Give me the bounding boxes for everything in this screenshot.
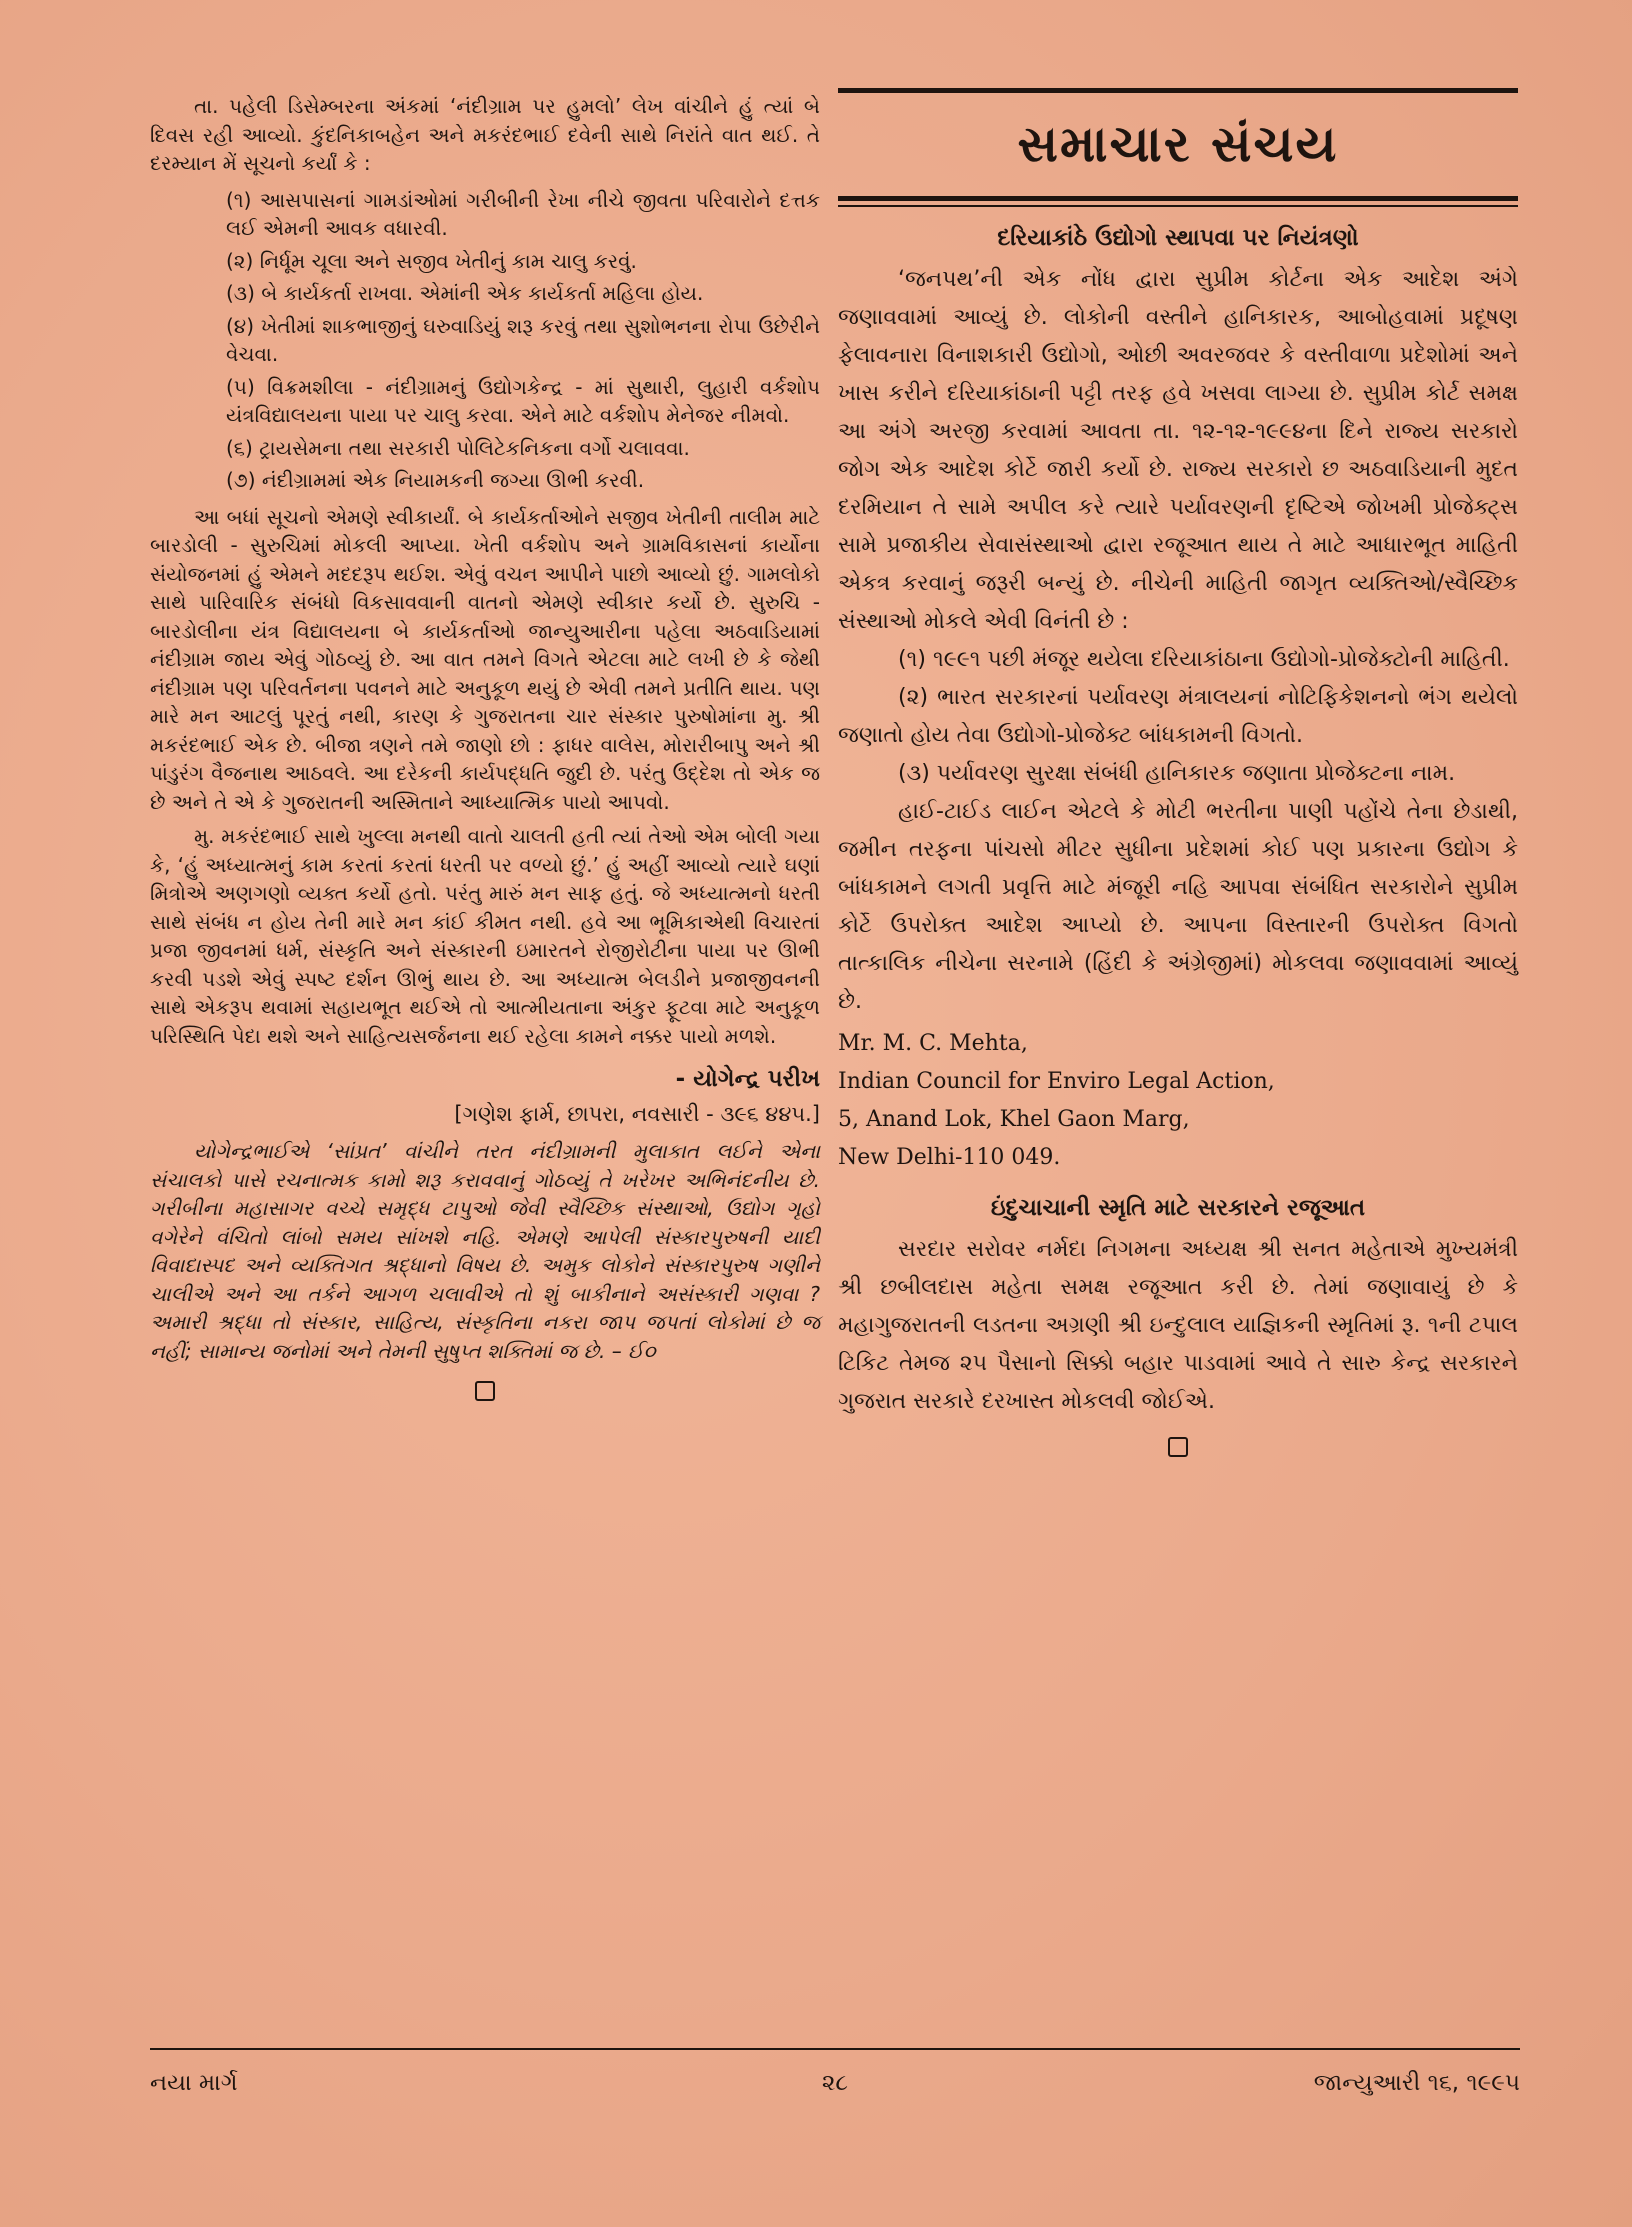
letter-paragraph: મુ. મકરંદભાઈ સાથે ખુલ્લા મનથી વાતો ચાલતી હતી ત્યાં તેઓ એમ બોલી ગયા કે, ‘હું અધ્યાત્મનું કામ કરતાં કરતાં ધરતી પર વળ્યો છું.’ હું અહીં આવ્યો ત્યારે ઘણાં મિત્રોએ અણગણો વ્યક્ત કર્યો હતો. પરંતુ મારું મન સાફ હતું. જે અધ્યાત્મનો ધરતી સાથે સંબંધ ન હોય તેની મારે મન કાંઈ કીમત નથી. હવે આ ભૂમિકાએથી વિચારતાં પ્રજા જીવનમાં ધર્મ, સંસ્કૃતિ અને સંસ્કારની ઇમારતને રોજીરોટીના પાયા પર ઊભી કરવી પડશે એવું સ્પષ્ટ દર્શન ઊભું થાય છે. આ અધ્યાત્મ બેલડીને પ્રજાજીવનની સાથે એકરૂપ થવામાં સહાયભૂત થઈએ તો આત્મીયતાના અંકુર ફૂટવા માટે અનુકૂળ પરિસ્થિતિ પેદા થશે અને સાહિત્યસર્જનના થઈ રહેલા કામને નક્કર પાયો મળશે. [150, 824, 820, 1048]
end-mark-icon [1168, 1437, 1188, 1457]
issue-date: જાન્યુઆરી ૧૬, ૧૯૯૫ [1313, 2070, 1520, 2096]
footer-rule [150, 2048, 1520, 2050]
end-mark-icon [475, 1381, 495, 1401]
address-line: New Delhi-110 049. [838, 1145, 1061, 1170]
article-paragraph: હાઈ-ટાઈડ લાઈન એટલે કે મોટી ભરતીના પાણી પહોંચે તેના છેડાથી, જમીન તરફના પાંચસો મીટર સુધીના પ્રદેશમાં કોઈ પણ પ્રકારના ઉદ્યોગ કે બાંધકામને લગતી પ્રવૃત્તિ માટે મંજૂરી નહિ આપવા સંબંધિત સરકારોને સુપ્રીમ કોર્ટે ઉપરોક્ત આદેશ આપ્યો છે. આપના વિસ્તારની ઉપરોક્ત વિગતો તાત્કાલિક નીચેના સરનામે (હિંદી કે અંગ્રેજીમાં) મોકલવા જણાવવામાં આવ્યું છે. [838, 799, 1518, 1014]
article-list-item: (૩) પર્યાવરણ સુરક્ષા સંબંધી હાનિકારક જણાતા પ્રોજેક્ટના નામ. [898, 761, 1456, 786]
contact-address [838, 1025, 1518, 1177]
top-rule [838, 88, 1518, 93]
author-signature: - યોગેન્દ્ર પરીખ [675, 1066, 820, 1092]
suggestion-item: (૫) વિક્રમશીલા - નંદીગ્રામનું ઉદ્યોગકેન્દ્ર - માં સુથારી, લુહારી વર્કશોપ યંત્રવિદ્યાલયના પાયા પર ચાલુ કરવા. એને માટે વર્કશોપ મેનેજર નીમવો. [226, 374, 820, 427]
article-paragraph: ‘જનપથ’ની એક નોંધ દ્વારા સુપ્રીમ કોર્ટના એક આદેશ અંગે જણાવવામાં આવ્યું છે. લોકોની વસ્તીને હાનિકારક, આબોહવામાં પ્રદૂષણ ફેલાવનારા વિનાશકારી ઉદ્યોગો, ઓછી અવરજવર કે વસ્તીવાળા પ્રદેશોમાં અને ખાસ કરીને દરિયાકાંઠાની પટ્ટી તરફ હવે ખસવા લાગ્યા છે. સુપ્રીમ કોર્ટ સમક્ષ આ અંગે અરજી કરવામાં આવતા તા. ૧૨-૧૨-૧૯૯૪ના દિને રાજ્ય સરકારો જોગ એક આદેશ કોર્ટે જારી કર્યો છે. રાજ્ય સરકારો છ અઠવાડિયાની મુદત દરમિયાન તે સામે અપીલ કરે ત્યારે પર્યાવરણની દૃષ્ટિએ જોખમી પ્રોજેક્ટ્સ સામે પ્રજાકીય સેવાસંસ્થાઓ દ્વારા રજૂઆત થાય તે માટે આધારભૂત માહિતી એકત્ર કરવાનું જરૂરી બન્યું છે. નીચેની માહિતી જાગૃત વ્યક્તિઓ/સ્વૈચ્છિક સંસ્થાઓ મોકલે એવી વિનંતી છે : [838, 267, 1518, 634]
article-list-item: (૨) ભારત સરકારનાં પર્યાવરણ મંત્રાલયનાં નોટિફિકેશનનો ભંગ થયેલો જણાતો હોય તેવા ઉદ્યોગો-પ્રોજેક્ટ બાંધકામની વિગતો. [838, 685, 1518, 748]
letter-intro: તા. પહેલી ડિસેમ્બરના અંકમાં ‘નંદીગ્રામ પર હુમલો’ લેખ વાંચીને હું ત્યાં બે દિવસ રહી આવ્યો. કુંદનિકાબહેન અને મકરંદભાઈ દવેની સાથે નિરાંતે વાત થઈ. તે દરમ્યાન મેં સૂચનો કર્યાં કે : [150, 94, 820, 175]
suggestion-item: (૬) ટ્રાયસેમના તથા સરકારી પોલિટેકનિકના વર્ગો ચલાવવા. [226, 435, 690, 460]
address-line: Indian Council for Enviro Legal Action, [838, 1069, 1275, 1094]
suggestion-item: (૪) ખેતીમાં શાકભાજીનું ઘરુવાડિયું શરૂ કરવું તથા સુશોભનના રોપા ઉછેરીને વેચવા. [226, 313, 820, 366]
letter-column [150, 92, 820, 1401]
page-number: ૨૮ [821, 2070, 849, 2096]
suggestion-item: (૩) બે કાર્યકર્તા રાખવા. એમાંની એક કાર્યકર્તા મહિલા હોય. [226, 281, 704, 305]
title-rule-thin [838, 205, 1518, 207]
article-paragraph: સરદાર સરોવર નર્મદા નિગમના અધ્યક્ષ શ્રી સનત મહેતાએ મુખ્યમંત્રી શ્રી છબીલદાસ મહેતા સમક્ષ રજૂઆત કરી છે. તેમાં જણાવાયું છે કે મહાગુજરાતની લડતના અગ્રણી શ્રી ઇન્દુલાલ યાજ્ઞિકની સ્મૃતિમાં રૂ. ૧ની ટપાલ ટિકિટ તેમજ ૨૫ પૈસાનો સિક્કો બહાર પાડવામાં આવે તે સારુ કેન્દ્ર સરકારને ગુજરાત સરકારે દરખાસ્ત મોકલવી જોઈએ. [838, 1237, 1518, 1414]
letter-paragraph: આ બધાં સૂચનો એમણે સ્વીકાર્યાં. બે કાર્યકર્તાઓને સજીવ ખેતીની તાલીમ માટે બારડોલી - સુરુચિમાં મોકલી આપ્યા. ખેતી વર્કશોપ અને ગ્રામવિકાસનાં કાર્યોના સંયોજનમાં હું એમને મદદરૂપ થઈશ. એવું વચન આપીને પાછો આવ્યો છું. ગામલોકો સાથે પારિવારિક સંબંધો વિકસાવવાની વાતનો એમણે સ્વીકાર કર્યો છે. સુરુચિ - બારડોલીના યંત્ર વિદ્યાલયના બે કાર્યકર્તાઓ જાન્યુઆરીના પહેલા અઠવાડિયામાં નંદીગ્રામ જાય એવું ગોઠવ્યું છે. આ વાત તમને વિગતે એટલા માટે લખી છે કે જેથી નંદીગ્રામ પણ પરિવર્તનના પવનને માટે અનુકૂળ થયું છે એવી તમને પ્રતીતિ થાય. પણ મારે મન આટલું પૂરતું નથી, કારણ કે ગુજરાતના ચાર સંસ્કાર પુરુષોમાંના મુ. શ્રી મકરંદભાઈ એક છે. બીજા ત્રણને તમે જાણો છો : ફાધર વાલેસ, મોરારીબાપુ અને શ્રી પાંડુરંગ વૈજનાથ આઠવલે. આ દરેકની કાર્યપદ્ધતિ જુદી છે. પરંતુ ઉદ્દેશ તો એક જ છે અને તે એ કે ગુજરાતની અસ્મિતાને આધ્યાત્મિક પાયો આપવો. [150, 504, 820, 814]
magazine-name: નયા માર્ગ [150, 2070, 238, 2096]
suggestion-item: (૨) નિર્ધૂમ ચૂલા અને સજીવ ખેતીનું કામ ચાલુ કરવું. [226, 248, 637, 273]
news-column [838, 88, 1518, 1457]
article-list-item: (૧) ૧૯૯૧ પછી મંજૂર થયેલા દરિયાકાંઠાના ઉદ્યોગો-પ્રોજેક્ટોની માહિતી. [898, 647, 1510, 672]
article-heading: ઇંદુચાચાની સ્મૃતિ માટે સરકારને રજૂઆત [990, 1195, 1366, 1221]
author-address: [ગણેશ ફાર્મ, છાપરા, નવસારી - ૩૯૬ ૪૪૫.] [454, 1102, 820, 1126]
suggestion-item: (૧) આસપાસનાં ગામડાંઓમાં ગરીબીની રેખા નીચે જીવતા પરિવારોને દત્તક લઈ એમની આવક વધારવી. [226, 187, 820, 240]
suggestion-item: (૭) નંદીગ્રામમાં એક નિયામકની જગ્યા ઊભી કરવી. [226, 468, 645, 492]
editor-note: યોગેન્દ્રભાઈએ ‘સાંપ્રત’ વાંચીને તરત નંદીગ્રામની મુલાકાત લઈને એના સંચાલકો પાસે રચનાત્મક કામો શરૂ કરાવવાનું ગોઠવ્યું તે ખરેખર અભિનંદનીય છે. ગરીબીના મહાસાગર વચ્ચે સમૃદ્ધ ટાપુઓ જેવી સ્વૈચ્છિક સંસ્થાઓ, ઉદ્યોગ ગૃહો વગેરેને વંચિતો લાંબો સમય સાંખશે નહિ. એમણે આપેલી સંસ્કારપુરુષની યાદી વિવાદાસ્પદ અને વ્યક્તિગત શ્રદ્ધાનો વિષય છે. અમુક લોકોને સંસ્કારપુરુષ ગણીને ચાલીએ અને આ તર્કને આગળ ચલાવીએ તો શું બાકીનાને અસંસ્કારી ગણવા ? અમારી શ્રદ્ધા તો સંસ્કાર, સાહિત્ય, સંસ્કૃતિના નકરા જાપ જપતાં લોકોમાં છે જ નહીં; સામાન્ય જનોમાં અને તેમની સુષુપ્ત શક્તિમાં જ છે. – ઈ૦ [150, 1139, 820, 1363]
page-footer [150, 2070, 1520, 2110]
address-line: 5, Anand Lok, Khel Gaon Marg, [838, 1107, 1190, 1132]
article-heading: દરિયાકાંઠે ઉદ્યોગો સ્થાપવા પર નિયંત્રણો [997, 225, 1359, 251]
title-rule [838, 196, 1518, 201]
address-line: Mr. M. C. Mehta, [838, 1031, 1028, 1056]
section-title: સમાચાર સંચય [1017, 115, 1339, 173]
suggestion-list [150, 186, 820, 495]
